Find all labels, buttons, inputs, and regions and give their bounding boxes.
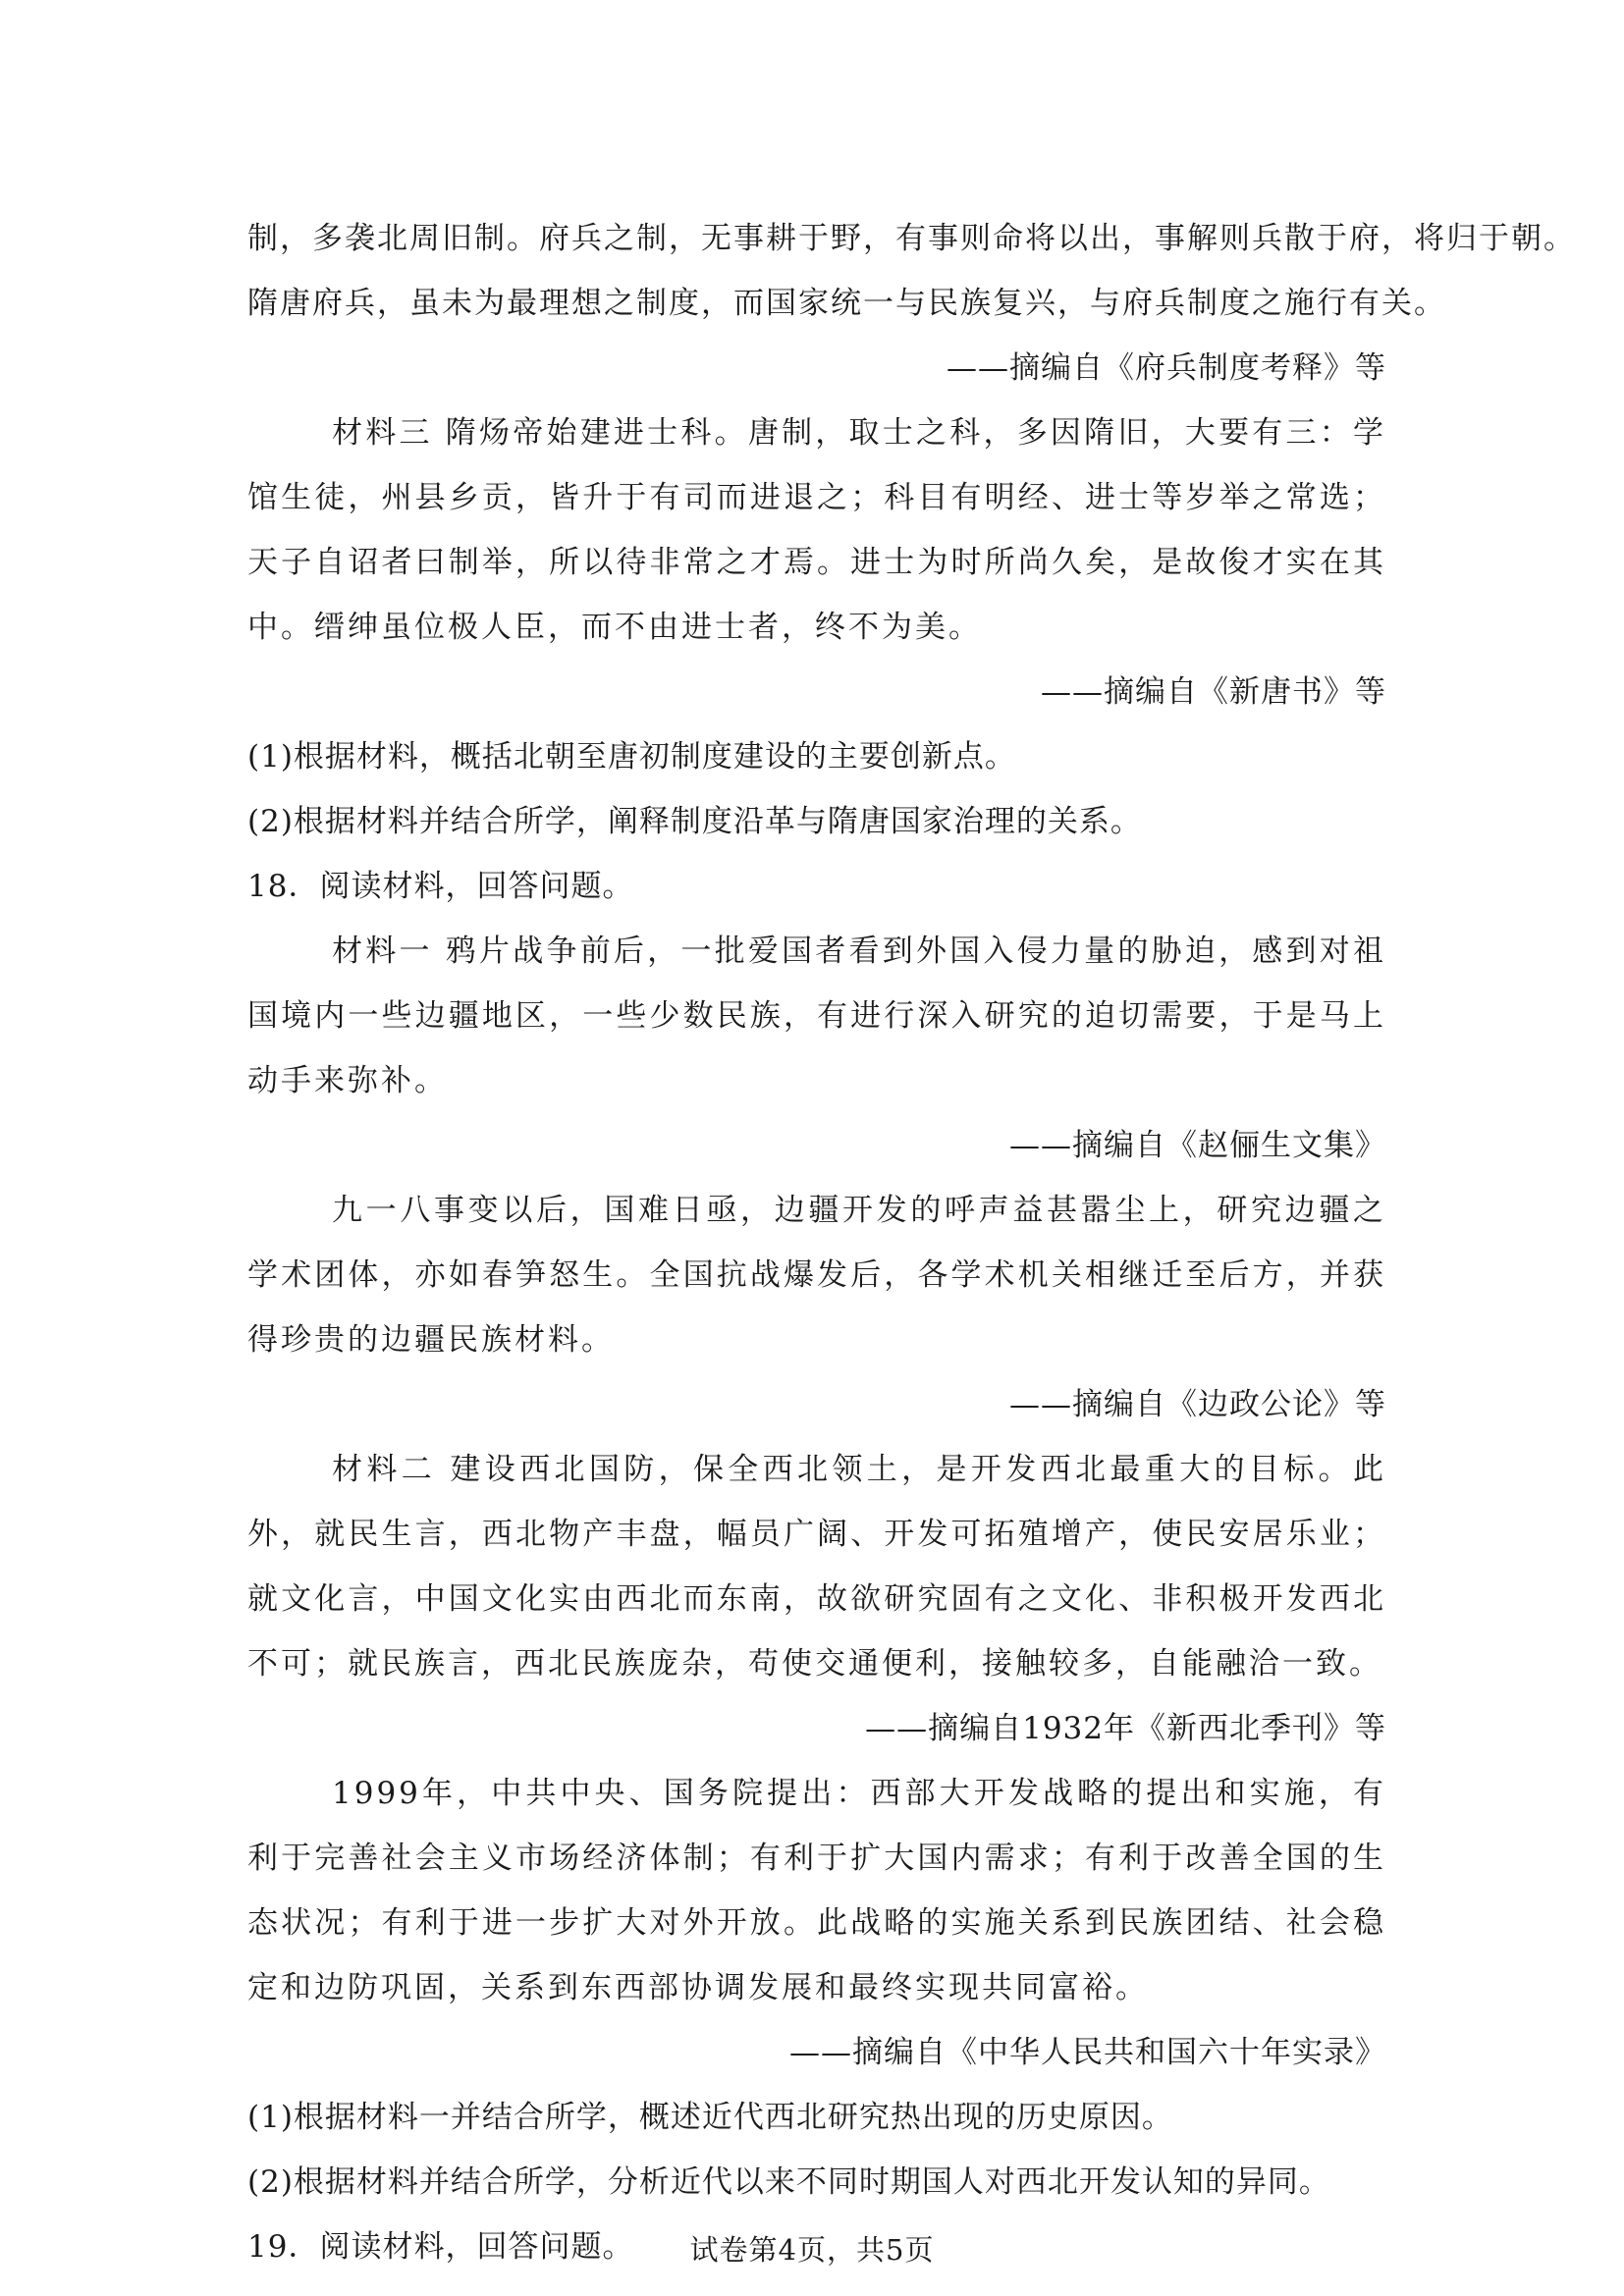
question-19-heading: 19．阅读材料，回答问题。 <box>247 2229 634 2265</box>
question-18-sub-1: (1)根据材料一并结合所学，概述近代西北研究热出现的历史原因。 <box>247 2100 1173 2135</box>
q18-material-one-text-2: 九一八事变以后，国难日亟，边疆开发的呼声益甚嚣尘上，研究边疆之学术团体，亦如春笋怒生。全国抗战爆发后，各学术机关相继迁至后方，并获得珍贵的边疆民族材料。 <box>247 1193 1386 1358</box>
source-citation: ——摘编自《边政公论》等 <box>1009 1387 1386 1422</box>
source-citation: ——摘编自《新唐书》等 <box>1041 674 1386 710</box>
source-citation: ——摘编自《赵俪生文集》 <box>1009 1128 1386 1163</box>
material-three-text: 材料三 隋炀帝始建进士科。唐制，取士之科，多因隋旧，大要有三：学馆生徒，州县乡贡，皆升于有司而进退之；科目有明经、进士等岁举之常选；天子自诏者曰制举，所以待非常之才焉。进士为时所尚久矣，是故俊才实在其中。缙绅虽位极人臣，而不由进士者，终不为美。 <box>247 415 1386 645</box>
page-content <box>247 206 1576 2279</box>
q18-material-one-text: 材料一 鸦片战争前后，一批爱国者看到外国入侵力量的胁迫，感到对祖国境内一些边疆地区，一些少数民族，有进行深入研究的迫切需要，于是马上动手来弥补。 <box>247 934 1386 1098</box>
text-line: 制，多袭北周旧制。府兵之制，无事耕于野，有事则命将以出，事解则兵散于府，将归于朝。 <box>247 221 1576 256</box>
source-citation: ——摘编自1932年《新西北季刊》等 <box>865 1711 1386 1746</box>
question-18-heading: 18．阅读材料，回答问题。 <box>247 869 634 904</box>
source-citation: ——摘编自《中华人民共和国六十年实录》 <box>789 2035 1386 2070</box>
source-citation: ——摘编自《府兵制度考释》等 <box>947 350 1386 386</box>
question-17-sub-2: (2)根据材料并结合所学，阐释制度沿革与隋唐国家治理的关系。 <box>247 804 1142 839</box>
text-line: 隋唐府兵，虽未为最理想之制度，而国家统一与民族复兴，与府兵制度之施行有关。 <box>247 286 1446 321</box>
q18-material-one-part-two <box>247 1178 1386 1372</box>
question-18-sub-2: (2)根据材料并结合所学，分析近代以来不同时期国人对西北开发认知的异同。 <box>247 2164 1330 2200</box>
question-17-sub-1: (1)根据材料，概括北朝至唐初制度建设的主要创新点。 <box>247 739 1016 774</box>
q18-material-one-part-one <box>247 919 1386 1113</box>
q18-material-two-text-2: 1999年，中共中央、国务院提出：西部大开发战略的提出和实施，有利于完善社会主义市场经济体制；有利于扩大国内需求；有利于改善全国的生态状况；有利于进一步扩大对外开放。此战略的实施关系到民族团结、社会稳定和边防巩固，关系到东西部协调发展和最终实现共同富裕。 <box>247 1776 1386 2005</box>
q18-material-two-part-one <box>247 1437 1386 1696</box>
q18-material-two-part-two <box>247 1761 1386 2020</box>
page-footer: 试卷第4页，共5页 <box>689 2233 935 2267</box>
material-three <box>247 400 1386 660</box>
q18-material-two-text: 材料二 建设西北国防，保全西北领土，是开发西北最重大的目标。此外，就民生言，西北物产丰盘，幅员广阔、开发可拓殖增产，使民安居乐业；就文化言，中国文化实由西北而东南，故欲研究固有之文化、非积极开发西北不可；就民族言，西北民族庞杂，苟使交通便利，接触较多，自能融洽一致。 <box>247 1452 1386 1682</box>
